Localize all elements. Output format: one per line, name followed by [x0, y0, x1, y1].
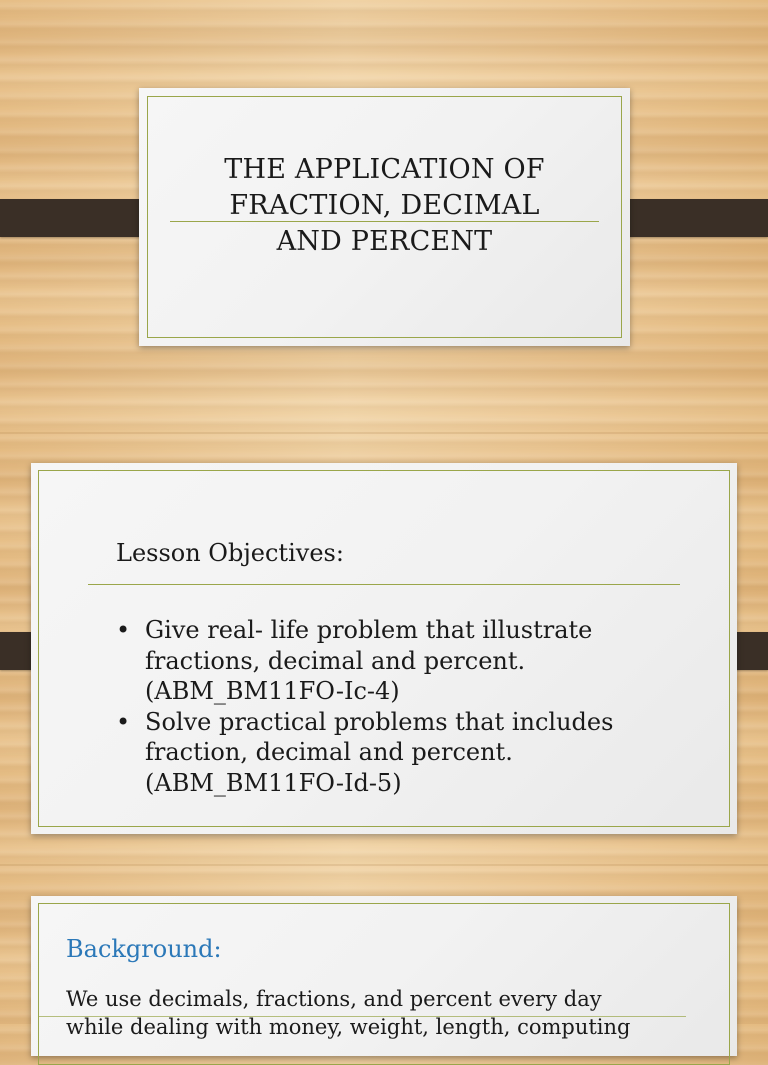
bullet-icon: •	[116, 707, 131, 736]
background-body	[66, 985, 630, 1041]
list-item	[116, 707, 716, 799]
slide-title-line: AND PERCENT	[276, 226, 493, 257]
objectives-card	[31, 463, 737, 834]
objectives-list	[116, 615, 716, 798]
slide-separator	[0, 864, 768, 866]
bullet-icon: •	[116, 616, 131, 644]
right-tab	[613, 199, 768, 237]
objectives-divider	[88, 584, 680, 585]
objectives-heading: Lesson Objectives:	[116, 539, 344, 567]
title-card	[139, 88, 630, 346]
background-heading: Background:	[66, 935, 222, 963]
slide-title-line: THE APPLICATION OF	[224, 154, 545, 185]
background-card	[31, 896, 737, 1056]
list-item-line: (ABM_BM11FO-Ic-4)	[145, 677, 400, 705]
list-item-line: Give real- life problem that illustrate	[145, 616, 593, 644]
list-item-line: Solve practical problems that includes	[145, 707, 614, 736]
slide-separator	[0, 432, 768, 434]
list-item	[116, 615, 716, 707]
list-item-line: fraction, decimal and percent.	[145, 738, 513, 766]
left-tab	[0, 199, 155, 237]
slide-title-line: FRACTION, DECIMAL	[229, 190, 540, 221]
background-body-line: We use decimals, fractions, and percent every day	[66, 987, 602, 1011]
list-item-line: (ABM_BM11FO-Id-5)	[145, 768, 402, 797]
background-body-line: while dealing with money, weight, length, computing	[66, 1015, 631, 1039]
slide-title	[139, 152, 630, 260]
list-item-line: fractions, decimal and percent.	[145, 646, 526, 675]
